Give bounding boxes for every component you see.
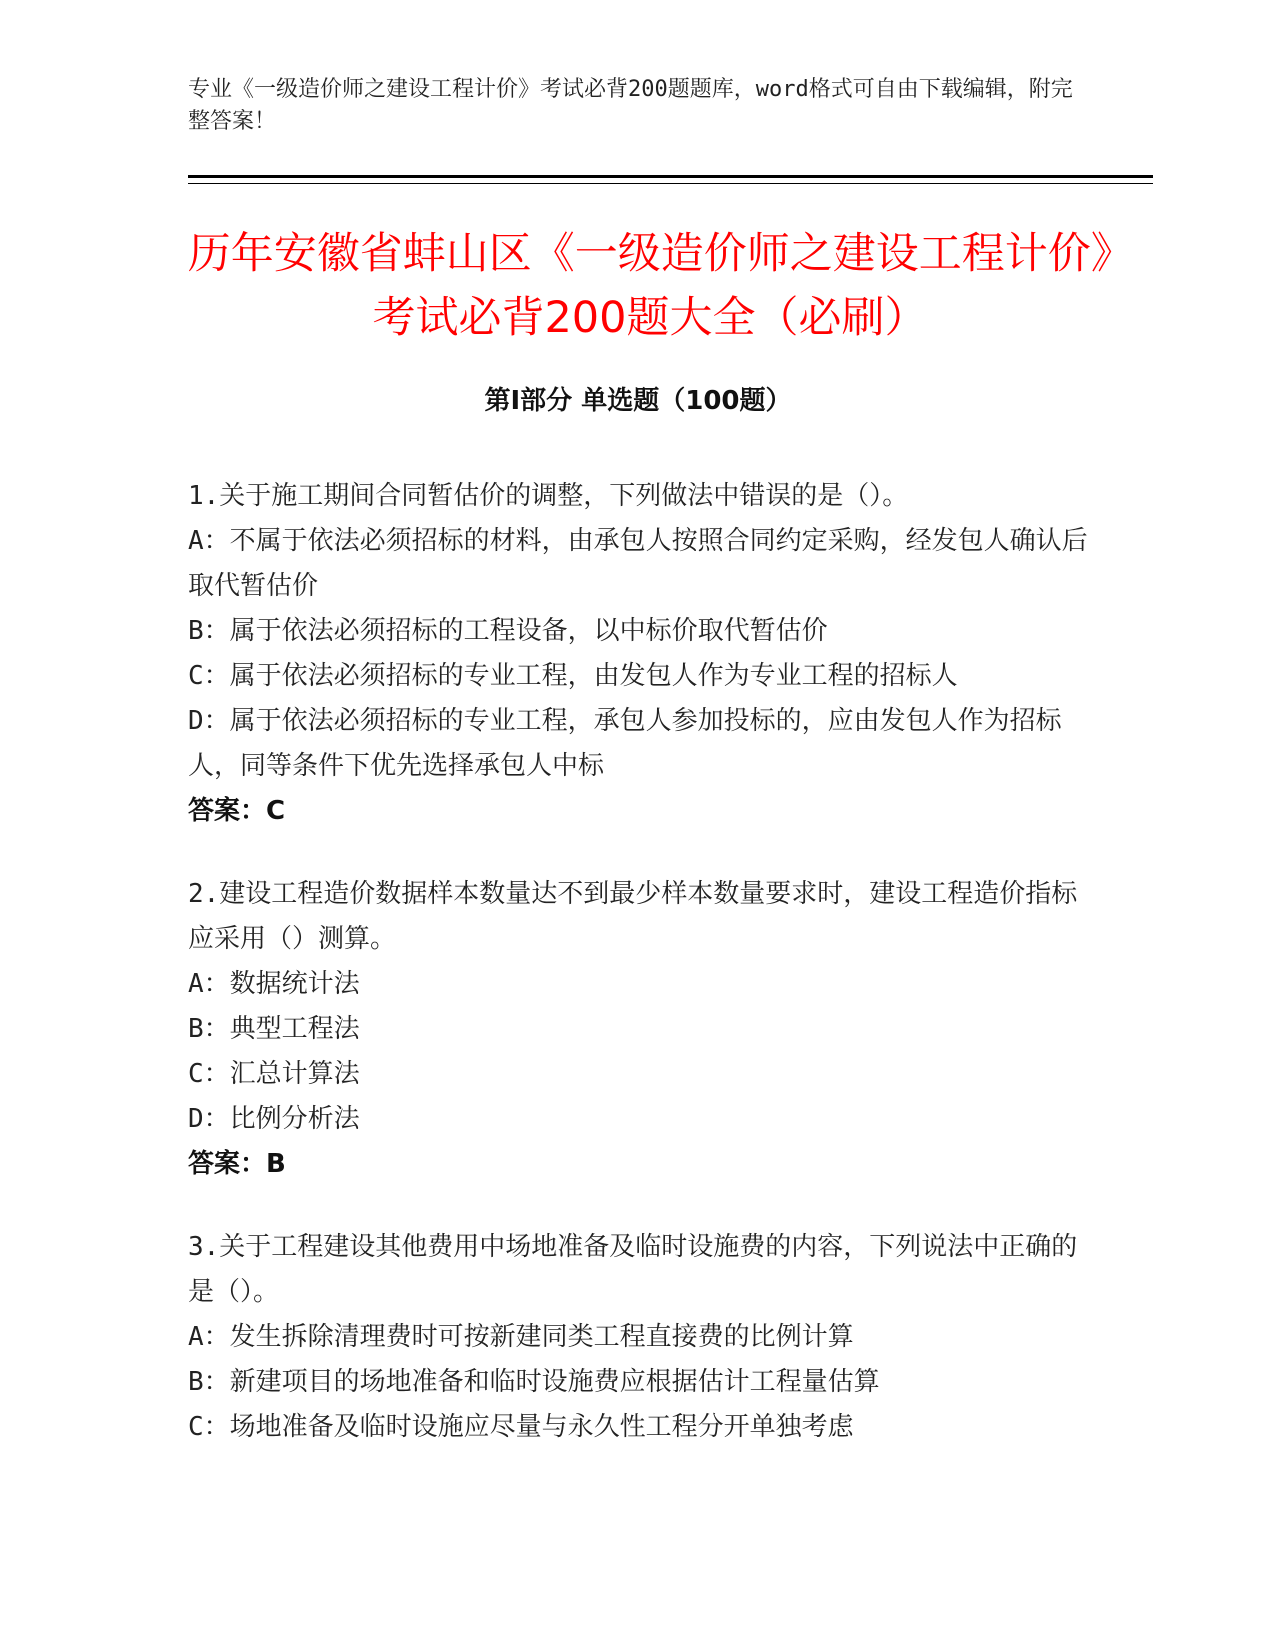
option-c: C：属于依法必须招标的专业工程，由发包人作为专业工程的招标人 [188,661,958,691]
option-b: B：典型工程法 [188,1014,360,1044]
question-stem: 1.关于施工期间合同暂估价的调整，下列做法中错误的是（）。 [188,481,909,511]
option-c: C：场地准备及临时设施应尽量与永久性工程分开单独考虑 [188,1412,854,1442]
document-title: 历年安徽省蚌山区《一级造价师之建设工程计价》考试必背200题大全（必刷） [187,229,1113,343]
question-1 [188,474,1088,834]
option-b: B：新建项目的场地准备和临时设施费应根据估计工程量估算 [188,1367,880,1397]
option-d: D：比例分析法 [188,1104,360,1134]
section-heading: 第Ⅰ部分 单选题（100题） [484,386,792,416]
header-divider-thick [188,175,1153,178]
option-c: C：汇总计算法 [188,1059,360,1089]
header-divider-thin [188,183,1153,184]
question-stem: 2.建设工程造价数据样本数量达不到最少样本数量要求时，建设工程造价指标应采用（）测算。 [188,879,1078,954]
answer: 答案：C [188,796,286,826]
option-a: A：数据统计法 [188,969,360,999]
question-stem: 3.关于工程建设其他费用中场地准备及临时设施费的内容，下列说法中正确的是（）。 [188,1232,1078,1307]
option-a: A：发生拆除清理费时可按新建同类工程直接费的比例计算 [188,1322,854,1352]
question-2 [188,872,1088,1187]
answer: 答案：B [188,1149,286,1179]
option-a: A：不属于依法必须招标的材料，由承包人按照合同约定采购，经发包人确认后取代暂估价 [188,526,1088,601]
option-b: B：属于依法必须招标的工程设备，以中标价取代暂估价 [188,616,828,646]
question-3 [188,1225,1088,1450]
header-note: 专业《一级造价师之建设工程计价》考试必背200题题库，word格式可自由下载编辑，附完整答案！ [188,77,1073,134]
question-list [188,474,1088,1488]
option-d: D：属于依法必须招标的专业工程，承包人参加投标的，应由发包人作为招标人，同等条件下优先选择承包人中标 [188,706,1062,781]
